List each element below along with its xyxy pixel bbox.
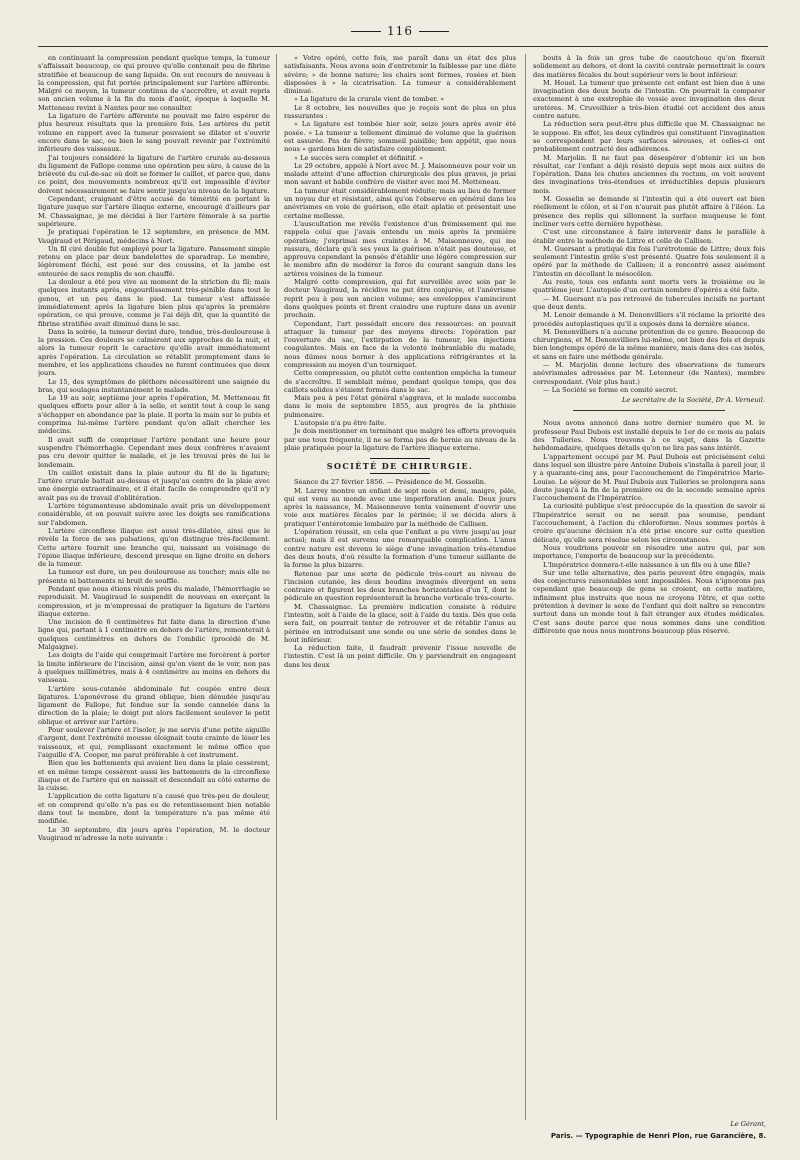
paragraph: Une incision de 6 centimètres fut faite dans la direction d'une ligne qui, partant à 1 centimètre en dehors de l'artère, remonterait à quelques centimètres en dehors de l'ombilic (procédé de M. Malgaigne).: [38, 618, 270, 652]
paragraph: Bien que les battements qui avaient lieu dans la plaie cessèrent, et en même temps cessèrent aussi les battements de la circonflexe iliaque et de l'artère qui en naissait et descendait au côté externe de la cuisse.: [38, 759, 270, 793]
paragraph: La ligature de l'artère afférente ne pouvait me faire espérer de plus heureux résultats que la première fois. Les artères du petit volume en rapport avec la tumeur pouvaient se dilater et s'ouvrir encore dans le sac, ou bien le sang pouvait revenir par l'extrémité inférieure des vaisseaux.: [38, 112, 270, 154]
paragraph: Le 19 au soir, septième jour après l'opération, M. Metteneau fit quelques efforts pour aller à la selle, et sentit tout à coup le sang s'échapper en abondance par la plaie. Il porta la main sur le pubis et comprima lui-même l'artère pendant qu'on allait chercher les médecins.: [38, 394, 270, 436]
paragraph: Nous avons annoncé dans notre dernier numéro que M. le professeur Paul Dubois est installé depuis le 1er de ce mois au palais des Tuileries. Nous trouvons à ce sujet, dans la Gazette hebdomadaire, quelques détails qu'on ne lira pas sans intérêt.: [533, 419, 765, 453]
paragraph: « Votre opéré, cette fois, me paraît dans un état des plus satisfaisants. Nous avons soin d'entretenir la faiblesse par une diète sévère; » de bonne nature; les chairs sont fermes, rosées et bien disposées à » la cicatrisation. La tumeur a considérablement diminué.: [284, 54, 516, 96]
paragraph: L'artère circonflexe iliaque est aussi très-dilatée, ainsi que le révèle la force de ses pulsations, qu'on distingue très-facilement. Cette artère fournit une branche qui, naissant au voisinage de l'épine iliaque inférieure, descend presque en ligne droite en dehors de la tumeur.: [38, 526, 270, 569]
paragraph: Cette compression, ou plutôt cette contention empêcha la tumeur de s'accroître. Il semblait même, pendant quelque temps, que des caillots solides s'étaient formés dans le sac.: [284, 369, 516, 394]
paragraph: L'opération réussit, en cela que l'enfant a pu vivre jusqu'au jour actuel; mais il est survenu une remarquable complication. L'anus contre nature est devenu le siège d'une invagination très-étendue des deux bouts, d'où résulte la formation d'une tumeur saillante de la forme la plus bizarre.: [284, 528, 516, 570]
paragraph: — M. Guersant n'a pas retrouvé de tubercules incisifs ne portant que deux dents.: [533, 294, 765, 311]
paragraph: Malgré cette compression, qui fut surveillée avec soin par le docteur Vaugiraud, la récidive ne put être conjurée, et l'anévrisme reprit peu à peu son ancien volume; ses enveloppes s'amincirent dans quelques points et firent craindre une rupture dans un avenir prochain.: [284, 278, 516, 320]
paragraph: L'autopsie n'a pu être faite.: [294, 419, 387, 428]
paragraph: La tumeur est dure, un peu douloureuse au toucher; mais elle ne présente ni battements ni bruit de souffle.: [38, 568, 270, 585]
paragraph: Pour soulever l'artère et l'isoler, je me servis d'une petite aiguille d'argent, dont l'extrémité mousse éloignait toute crainte de léser les vaisseaux, et qui, remplissant exactement le même office que l'aiguille d'A. Cooper, me parut préférable à cet instrument.: [38, 726, 270, 759]
paragraph: Les doigts de l'aide qui comprimait l'artère me forcèrent à porter la limite inférieure de l'incision, ainsi qu'on vient de le voir, non pas à quelques millimètres, mais à 4 centimètre au moins en dehors du vaisseau.: [38, 651, 270, 685]
column-3: [533, 54, 765, 1120]
divider: [573, 410, 725, 411]
column-separator: [525, 54, 526, 1120]
seance-line: Séance du 27 février 1856. — Présidence de M. Gosselin.: [294, 478, 487, 487]
gerant-label: Le Gérant,: [730, 1120, 766, 1128]
paragraph: Sur une telle alternative, des paris peuvent être engagés, mais des conjectures raisonnables sont impossibles. Nous n'ignorons pas cependant que beaucoup de gens se croient, en cette matière, infiniment plus instruits que nous ne croyons l'être, et que cette prétention à deviner le sexe de l'enfant qui doit naître se rencontre surtout dans un monde tout à fait étranger aux études médicales. C'est sans doute parce que nous sommes dans une condition différente que nous nous montrons beaucoup plus réservé.: [533, 568, 765, 635]
paragraph: L'artère sous-cutanée abdominale fut coupée entre deux ligatures. L'aponévrose du grand oblique, bien dénudée jusqu'au ligament de Fallope, fut fendue sur la sonde cannelée dans la direction de la plaie; le doigt put alors facilement soulever le petit oblique et arriver sur l'artère.: [38, 684, 270, 726]
paragraph: L'appartement occupé par M. Paul Dubois est précisément celui dans lequel son illustre père Antoine Dubois s'installa à pareil jour, il y a quarante-cinq ans, pour l'accouchement de l'impératrice Marie-Louise. Le séjour de M. Paul Dubois aux Tuileries se prolongera sans doute jusqu'à la fin de la première ou de la seconde semaine après l'accouchement de l'Impératrice.: [533, 452, 765, 503]
paragraph: » La ligature de la crurale vient de tomber. »: [294, 95, 445, 104]
paragraph: — M. Marjolin donne lecture des observations de tumeurs anévrismales adressées par M. Letenneur (de Nantes), membre correspondant. (Voir plus haut.): [533, 360, 765, 386]
column-1: [38, 54, 270, 1120]
paragraph: bouts à la fois un gros tube de caoutchouc qu'on fixerait solidement au dehors, et dont la cavité centrale permettrait le cours des matières fécales du bout supérieur vers le bout inférieur.: [533, 54, 765, 79]
paragraph: L'artère tégumenteuse abdominale avait pris un développement considérable, et on pouvait suivre avec les doigts ses ramifications sur l'abdomen.: [38, 502, 270, 527]
paragraph: M. Chassaignac. La première indication consiste à réduire l'intestin, soit à l'aide de la glace, soit à l'aide du taxis. Dès que cela sera fait, on pourrait tenter de retrouver et de rétablir l'anus au périnée en introduisant une sonde ou une série de sondes dans le bout inférieur.: [284, 602, 516, 644]
paragraph: La douleur a été peu vive au moment de la striction du fil; mais quelques instants après, engourdissement très-pénible dans tout le genou, et un peu dans le pied. La tumeur s'est affaissée immédiatement après la ligature bien plus qu'après la première opération, ce qui prouve, comme je l'ai déjà dit, que la quantité de fibrine stratifiée avait diminué dans le sac.: [38, 278, 270, 328]
paragraph: C'est une circonstance à faire intervenir dans le parallèle à établir entre la méthode de Littre et celle de Callisen.: [533, 228, 765, 245]
paragraph: La réduction sera peut-être plus difficile que M. Chassaignac ne le suppose. En effet, les deux cylindres qui constituent l'invagination se correspondent par leurs surfaces séreuses, et celles-ci ont probablement contracté des adhérences.: [533, 120, 765, 154]
paragraph: Je dois mentionner en terminant que malgré les efforts provoqués par une toux fréquente, il ne se forma pas de hernie au niveau de la plaie pratiquée pour la ligature de l'artère iliaque externe.: [284, 427, 516, 452]
paragraph: Cependant, l'art possédait encore des ressources: on pouvait attaquer la tumeur par des moyens directs: l'opération par l'ouverture du sac, l'extirpation de la tumeur, les injections coagulantes. Mais en face de la volonté inébranlable du malade, nous dûmes nous borner à des applications réfrigérantes et la compression au moyen d'un tourniquet.: [284, 319, 516, 369]
paragraph: La curiosité publique s'est préoccupée de la question de savoir si l'Impératrice serait ou ne serait pas soumise, pendant l'accouchement, à l'action du chloroforme. Nous sommes portés à croire qu'aucune décision n'a été prise encore sur cette question délicate, qu'elle sera résolue selon les circonstances.: [533, 502, 765, 544]
paragraph: Pendant que nous étions réunis près du malade, l'hémorrhagie se reproduisit. M. Vaugiraud le suspendit de nouveau en exerçant la compression, et je m'empressai de pratiquer la ligature de l'artère iliaque externe.: [38, 585, 270, 618]
paragraph: Je pratiquai l'opération le 12 septembre, en présence de MM. Vaugiraud et Périgaud, médecins à Nort.: [38, 228, 270, 245]
paragraph: La tumeur était considérablement réduite; mais au lieu de former un noyau dur et résistant, ainsi qu'on l'observe en général dans les anévrismes en voie de guérison, elle était aplatie et présentait une certaine mollesse.: [284, 186, 516, 220]
paragraph: La réduction faite, il faudrait prévenir l'issue nouvelle de l'intestin. C'est là un point difficile. On y parviendrait en engageant dans les deux: [284, 644, 516, 669]
printer-line: Paris. — Typographie de Henri Plon, rue Garancière, 8.: [550, 1132, 766, 1140]
paragraph: Un fil ciré double fut employé pour la ligature. Pansement simple retenu en place par deux bandelettes de sparadrap. Le membre, légèrement fléchi, est posé sur des coussins, et la jambe est entourée de sacs remplis de son chauffé.: [38, 244, 270, 278]
paragraph: M. Denonvilliers n'a aucune prétention de ce genre. Beaucoup de chirurgiens, et M. Denonvilliers lui-même, ont bien des fois et depuis bien longtemps opéré de la même manière, mais dans des cas isolés, et sans en faire une méthode générale.: [533, 327, 765, 361]
paragraph: M. Houel. La tumeur que présente cet enfant est bien due à une invagination des deux bouts de l'intestin. On pourrait la comparer exactement à une exstrophie de vessie avec invagination des deux uretères. M. Cruveilhier a très-bien étudié cet accident des anus contre nature.: [533, 78, 765, 121]
secretary-signature: Le secrétaire de la Société, Dr A. Verneuil.: [622, 396, 765, 405]
paragraph: Le 15, des symptômes de pléthore nécessitèrent une saignée du bras, qui soulagea instantanément le malade.: [38, 377, 270, 394]
paragraph: J'ai toujours considéré la ligature de l'artère crurale au-dessous du ligament de Fallope comme une opération peu sûre, à cause de la brièveté du cul-de-sac où doit se former le caillot, et parce que, dans ce point, des mouvements nombreux qu'il est impossible d'éviter doivent nécessairement se faire sentir jusqu'au niveau de la ligature.: [38, 153, 270, 195]
paragraph: Il avait suffi de comprimer l'artère pendant une heure pour suspendre l'hémorrhagie. Cependant mes deux confrères n'avaient pas cru devoir quitter le malade, et je les trouvai près de lui le lendemain.: [38, 435, 270, 469]
paragraph: — La Société se forme en comité secret.: [543, 385, 678, 394]
top-rule: [38, 46, 768, 47]
paragraph: M. Lenoir demande à M. Denonvilliers s'il réclame la priorité des procédés autoplastiques qu'il a exposés dans la dernière séance.: [533, 311, 765, 328]
page-number: 116: [0, 24, 800, 38]
paragraph: Le 8 octobre, les nouvelles que je reçois sont de plus en plus rassurantes :: [284, 103, 516, 121]
section-title: SOCIÉTÉ DE CHIRURGIE.: [284, 458, 516, 474]
paragraph: Le 29 octobre, appelé à Nort avec M. J. Maisonneuve pour voir un malade atteint d'une affection chirurgicale des plus graves, je priai mon savant et habile confrère de visiter avec moi M. Metteneau.: [284, 161, 516, 187]
paragraph: M. Guersant a pratiqué dix fois l'urétrotomie de Littre; deux fois seulement l'intestin grêle s'est présenté. Quatre fois seulement il a opéré par la méthode de Callisen; il a rencontré assez aisément l'intestin en décollant le mésocôlon.: [533, 244, 765, 278]
paragraph: « La ligature est tombée hier soir, seize jours après avoir été posée. » La tumeur a tellement diminué de volume que la guérison est assurée. Pas de fièvre; sommeil paisible; bon appétit, que nous nous » gardons bien de satisfaire complètement.: [284, 120, 516, 154]
column-2: [284, 54, 516, 1120]
paragraph: Un caillot existait dans la plaie autour du fil de la ligature; l'artère crurale battait au-dessus et jusqu'au centre de la plaie avec une énergie extraordinaire, et il était facile de comprendre qu'il n'y avait pas eu de travail d'oblitération.: [38, 468, 270, 502]
paragraph: » Le succès sera complet et définitif. »: [294, 153, 423, 162]
paragraph: Dans la soirée, la tumeur devint dure, tendue, très-douloureuse à la pression. Ces douleurs se calmèrent aux approches de la nuit, et alors la tumeur reprit le caractère qu'elle avait immédiatement après l'opération. La circulation se rétablit promptement dans le membre, et les applications chaudes ne furent continuées que deux jours.: [38, 327, 270, 378]
paragraph: Mais peu à peu l'état général s'aggrava, et le malade succomba dans le mois de septembre 1855, aux progrès de la phthisie pulmonaire.: [284, 394, 516, 419]
paragraph: Le 30 septembre, dix jours après l'opération, M. le docteur Vaugiraud m'adresse la note suivante :: [38, 825, 270, 842]
paragraph: Cependant, craignant d'être accusé de témérité en portant la ligature jusque sur l'artère iliaque externe, encouragé d'ailleurs par M. Chassaignac, je me décidai à lier l'artère fémorale à sa partie supérieure.: [38, 195, 270, 228]
paragraph: L'Impératrice donnera-t-elle naissance à un fils ou à une fille?: [543, 560, 751, 569]
paragraph: Nous voudrions pouvoir en résoudre une autre qui, par son importance, l'emporte de beaucoup sur la précédente.: [533, 543, 765, 561]
paragraph: en continuant la compression pendant quelque temps, la tumeur s'affaissait beaucoup, ce qui prouve qu'elle contenait peu de fibrine stratifiée et beaucoup de sang liquide. On eut recours de nouveau à la compression, qui fut portée principalement sur l'artère afférente. Malgré ce moyen, la tumeur continua de s'accroître, et avait repris son ancien volume à la fin du mois d'août, époque à laquelle M. Metteneau revint à Nantes pour me consulter.: [38, 54, 270, 112]
paragraph: M. Marjolin. Il ne faut pas désespérer d'obtenir ici un bon résultat, car l'enfant a déjà résisté depuis sept mois aux suites de l'opération. Dans les chutes anciennes du rectum, on voit souvent des invaginations très-étendues et irréductibles depuis plusieurs mois.: [533, 153, 765, 195]
paragraph: L'application de cette ligature n'a causé que très-peu de douleur, et on comprend qu'elle n'a pas eu de retentissement bien notable dans tout le membre, dont la température n'a pas même été modifiée.: [38, 792, 270, 826]
column-separator: [276, 54, 277, 1120]
paragraph: M. Gosselin se demande si l'intestin qui a été ouvert est bien réellement le côlon, et si l'on n'aurait pas plutôt affaire à l'iléon. La présence des replis qui sillonnent la surface muqueuse le font incliner vers cette dernière hypothèse.: [533, 195, 765, 228]
paragraph: Au reste, tous ces enfants sont morts vers le troisième ou le quatrième jour. L'autopsie d'un certain nombre d'opérés a été faite.: [533, 278, 765, 295]
paragraph: L'auscultation me révéla l'existence d'un frémissement qui me rappela celui que j'avais entendu un mois après la première opération; j'exprimai mes craintes à M. Maisonneuve, qui me rassura, déclara qu'à ses yeux la guérison n'était pas douteuse, et approuva cependant la pensée d'établir une légère compression sur le membre afin de modérer la force du courant sanguin dans les artères voisines de la tumeur.: [284, 219, 516, 278]
paragraph: Retenue par une sorte de pédicule très-court au niveau de l'incision cutanée, les deux boudins invaginés divergent en sens contraire et figurent les deux branches horizontales d'un T, dont le pédicule en question représenterait la branche verticale très-courte.: [284, 569, 516, 603]
paragraph: M. Larrey montre un enfant de sept mois et demi, maigre, pâle, qui est venu au monde avec une imperforation anale. Deux jours après la naissance, M. Maisonneuve tenta vainement d'ouvrir une voie aux matières fécales par le périnée; il se décida alors à pratiquer l'entérotomie lombaire par la méthode de Callisen.: [284, 486, 516, 528]
